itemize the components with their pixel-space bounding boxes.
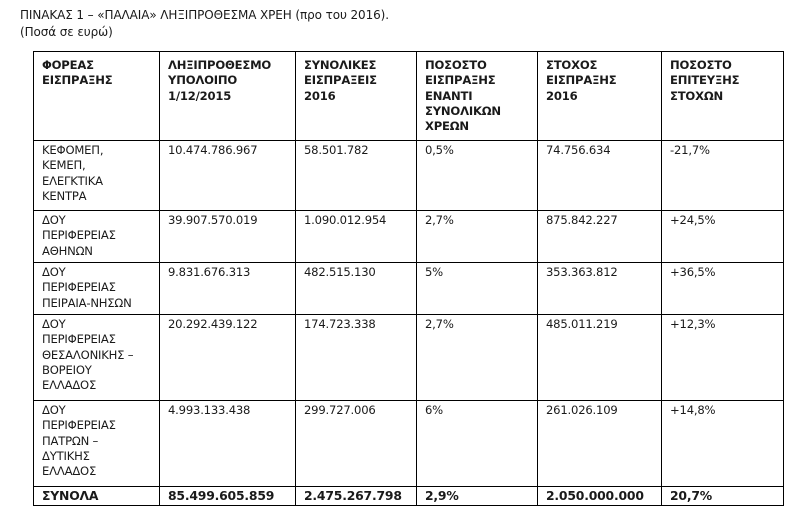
- header-cell: ΣΥΝΟΛΙΚΕΣ ΕΙΣΠΡΑΞΕΙΣ 2016: [296, 52, 417, 141]
- table-row: [34, 263, 784, 315]
- table-cell: -21,7%: [662, 141, 784, 211]
- totals-cell: 85.499.605.859: [160, 487, 296, 506]
- header-cell: ΠΟΣΟΣΤΟ ΕΠΙΤΕΥΞΗΣ ΣΤΟΧΩΝ: [662, 52, 784, 141]
- table-cell: 58.501.782: [296, 141, 417, 211]
- totals-row: [34, 487, 784, 506]
- table-cell: 261.026.109: [538, 401, 662, 487]
- header-cell: ΦΟΡΕΑΣ ΕΙΣΠΡΑΞΗΣ: [34, 52, 160, 141]
- table-row: [34, 401, 784, 487]
- totals-cell: 2.475.267.798: [296, 487, 417, 506]
- header-row: [34, 52, 784, 141]
- totals-cell: 2,9%: [417, 487, 538, 506]
- table-cell: 875.842.227: [538, 211, 662, 263]
- table-title: ΠΙΝΑΚΑΣ 1 – «ΠΑΛΑΙΑ» ΛΗΞΙΠΡΟΘΕΣΜΑ ΧΡΕΗ (προ του 2016).: [20, 8, 389, 22]
- debts-table: [33, 51, 784, 506]
- table-cell: 299.727.006: [296, 401, 417, 487]
- table-cell: 174.723.338: [296, 315, 417, 401]
- table-cell: ΔΟΥ ΠΕΡΙΦΕΡΕΙΑΣ ΠΑΤΡΩΝ – ΔΥΤΙΚΗΣ ΕΛΛΑΔΟΣ: [34, 401, 160, 487]
- table-row: [34, 141, 784, 211]
- totals-cell: 20,7%: [662, 487, 784, 506]
- header-cell: ΛΗΞΙΠΡΟΘΕΣΜΟ ΥΠΟΛΟΙΠΟ 1/12/2015: [160, 52, 296, 141]
- table-cell: 6%: [417, 401, 538, 487]
- table-cell: 2,7%: [417, 211, 538, 263]
- table-cell: 353.363.812: [538, 263, 662, 315]
- table-cell: 74.756.634: [538, 141, 662, 211]
- table-caption: [20, 7, 389, 41]
- header-cell: ΣΤΟΧΟΣ ΕΙΣΠΡΑΞΗΣ 2016: [538, 52, 662, 141]
- table-cell: 39.907.570.019: [160, 211, 296, 263]
- table-cell: +14,8%: [662, 401, 784, 487]
- table-cell: 4.993.133.438: [160, 401, 296, 487]
- table-cell: 2,7%: [417, 315, 538, 401]
- table-cell: ΔΟΥ ΠΕΡΙΦΕΡΕΙΑΣ ΘΕΣΑΛΟΝΙΚΗΣ – ΒΟΡΕΙΟΥ ΕΛΛΑΔΟΣ: [34, 315, 160, 401]
- totals-cell: 2.050.000.000: [538, 487, 662, 506]
- table-cell: 9.831.676.313: [160, 263, 296, 315]
- header-cell: ΠΟΣΟΣΤΟ ΕΙΣΠΡΑΞΗΣ ΕΝΑΝΤΙ ΣΥΝΟΛΙΚΩΝ ΧΡΕΩΝ: [417, 52, 538, 141]
- table-cell: 482.515.130: [296, 263, 417, 315]
- table-cell: 10.474.786.967: [160, 141, 296, 211]
- table-cell: 20.292.439.122: [160, 315, 296, 401]
- table-cell: ΔΟΥ ΠΕΡΙΦΕΡΕΙΑΣ ΑΘΗΝΩΝ: [34, 211, 160, 263]
- table-cell: +24,5%: [662, 211, 784, 263]
- table-cell: +12,3%: [662, 315, 784, 401]
- table-cell: ΚΕΦΟΜΕΠ, ΚΕΜΕΠ, ΕΛΕΓΚΤΙΚΑ ΚΕΝΤΡΑ: [34, 141, 160, 211]
- table-row: [34, 315, 784, 401]
- table-cell: 485.011.219: [538, 315, 662, 401]
- table-cell: 5%: [417, 263, 538, 315]
- table-cell: +36,5%: [662, 263, 784, 315]
- totals-cell: ΣΥΝΟΛΑ: [34, 487, 160, 506]
- table-cell: 0,5%: [417, 141, 538, 211]
- table-row: [34, 211, 784, 263]
- table-subtitle: (Ποσά σε ευρώ): [20, 25, 113, 39]
- table-cell: ΔΟΥ ΠΕΡΙΦΕΡΕΙΑΣ ΠΕΙΡΑΙΑ-ΝΗΣΩΝ: [34, 263, 160, 315]
- table-cell: 1.090.012.954: [296, 211, 417, 263]
